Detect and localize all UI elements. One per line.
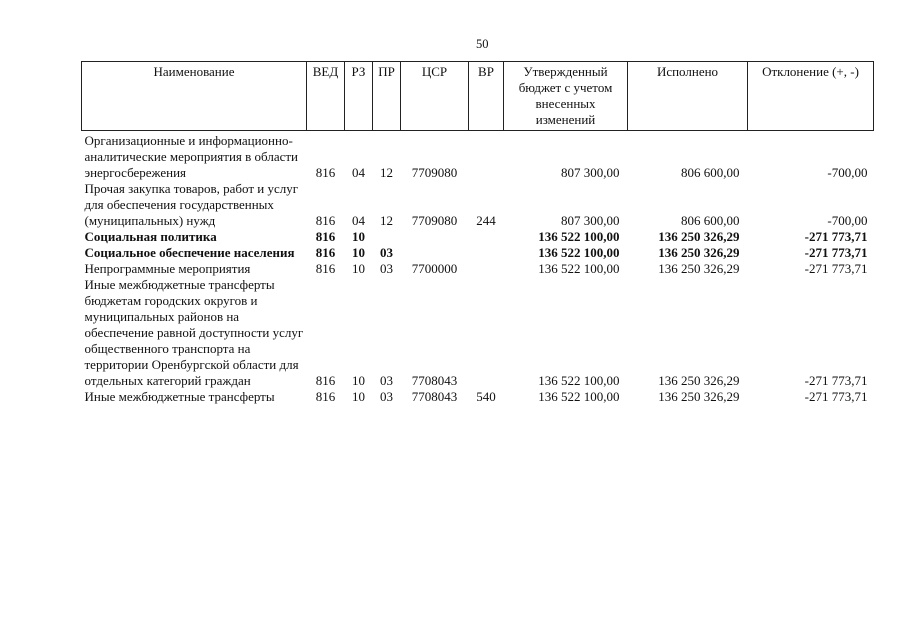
cell-name: Непрограммные мероприятия — [84, 261, 251, 276]
cell-name: Иные межбюджетные трансферты — [84, 389, 275, 404]
header-name: Наименование — [82, 62, 307, 131]
cell-budget: 136 522 100,00 — [538, 245, 620, 260]
table-row — [82, 389, 874, 405]
cell-budget: 136 522 100,00 — [538, 229, 620, 244]
cell-rz: 10 — [352, 261, 365, 276]
page-number: 50 — [476, 37, 489, 51]
cell-ved: 816 — [315, 213, 336, 228]
cell-deviation: -271 773,71 — [804, 261, 868, 276]
table-row — [82, 229, 874, 245]
cell-ved: 816 — [315, 373, 336, 388]
cell-name: Прочая закупка товаров, работ и услуг для обеспечения государственных (муниципальных) нужд — [84, 181, 299, 228]
cell-name: Организационные и информационно-аналитические мероприятия в области энергосбережения — [84, 133, 298, 180]
cell-rz: 10 — [352, 373, 365, 388]
table-row — [82, 277, 874, 389]
header-rz: РЗ — [345, 62, 373, 131]
cell-rz: 10 — [352, 229, 365, 244]
cell-executed: 136 250 326,29 — [658, 245, 740, 260]
cell-executed: 136 250 326,29 — [658, 389, 740, 404]
table-row — [82, 181, 874, 229]
cell-executed: 136 250 326,29 — [658, 261, 740, 276]
header-ved: ВЕД — [307, 62, 345, 131]
cell-ved: 816 — [315, 229, 336, 244]
table-row — [82, 245, 874, 261]
cell-deviation: -700,00 — [827, 213, 868, 228]
cell-ved: 816 — [315, 261, 336, 276]
cell-csr: 7708043 — [411, 373, 458, 388]
cell-vr — [469, 245, 504, 261]
cell-rz: 04 — [352, 165, 365, 180]
cell-csr: 7708043 — [411, 389, 458, 404]
cell-deviation: -271 773,71 — [804, 373, 868, 388]
cell-csr: 7700000 — [411, 261, 458, 276]
cell-vr — [469, 261, 504, 277]
cell-deviation: -700,00 — [827, 165, 868, 180]
cell-ved: 816 — [315, 245, 336, 260]
cell-csr — [401, 245, 469, 261]
cell-budget: 136 522 100,00 — [538, 373, 620, 388]
cell-executed: 136 250 326,29 — [658, 229, 740, 244]
cell-pr: 03 — [380, 261, 393, 276]
header-csr: ЦСР — [401, 62, 469, 131]
cell-ved: 816 — [315, 389, 336, 404]
cell-pr: 03 — [380, 245, 393, 260]
cell-vr — [469, 131, 504, 182]
table-row — [82, 131, 874, 182]
cell-deviation: -271 773,71 — [804, 389, 868, 404]
cell-deviation: -271 773,71 — [804, 245, 868, 260]
cell-budget: 807 300,00 — [561, 213, 620, 228]
cell-pr — [373, 229, 401, 245]
cell-vr — [469, 277, 504, 389]
cell-csr — [401, 229, 469, 245]
cell-executed: 136 250 326,29 — [658, 373, 740, 388]
table-row — [82, 261, 874, 277]
cell-rz: 10 — [352, 389, 365, 404]
cell-name: Социальная политика — [84, 229, 217, 244]
cell-rz: 10 — [352, 245, 365, 260]
cell-rz: 04 — [352, 213, 365, 228]
table-header — [82, 62, 874, 131]
cell-budget: 136 522 100,00 — [538, 389, 620, 404]
cell-vr: 244 — [476, 213, 496, 228]
cell-pr: 03 — [380, 389, 393, 404]
cell-name: Социальное обеспечение населения — [84, 245, 295, 260]
cell-pr: 03 — [380, 373, 393, 388]
header-deviation: Отклонение (+, -) — [748, 62, 874, 131]
header-vr: ВР — [469, 62, 504, 131]
table-body — [82, 131, 874, 406]
header-executed: Исполнено — [628, 62, 748, 131]
header-pr: ПР — [373, 62, 401, 131]
cell-deviation: -271 773,71 — [804, 229, 868, 244]
cell-budget: 136 522 100,00 — [538, 261, 620, 276]
cell-csr: 7709080 — [411, 165, 458, 180]
cell-executed: 806 600,00 — [681, 213, 740, 228]
header-budget: Утвержденный бюджет с учетом внесенных изменений — [504, 62, 628, 131]
cell-csr: 7709080 — [411, 213, 458, 228]
cell-budget: 807 300,00 — [561, 165, 620, 180]
cell-ved: 816 — [315, 165, 336, 180]
cell-executed: 806 600,00 — [681, 165, 740, 180]
cell-pr: 12 — [380, 165, 393, 180]
cell-pr: 12 — [380, 213, 393, 228]
cell-vr: 540 — [476, 389, 496, 404]
cell-name: Иные межбюджетные трансферты бюджетам городских округов и муниципальных районов на обеспечение равной доступности услуг общественного транспорта на территории Оренбургской области для отдельных категорий граждан — [84, 277, 304, 388]
cell-vr — [469, 229, 504, 245]
budget-execution-table — [81, 61, 874, 405]
